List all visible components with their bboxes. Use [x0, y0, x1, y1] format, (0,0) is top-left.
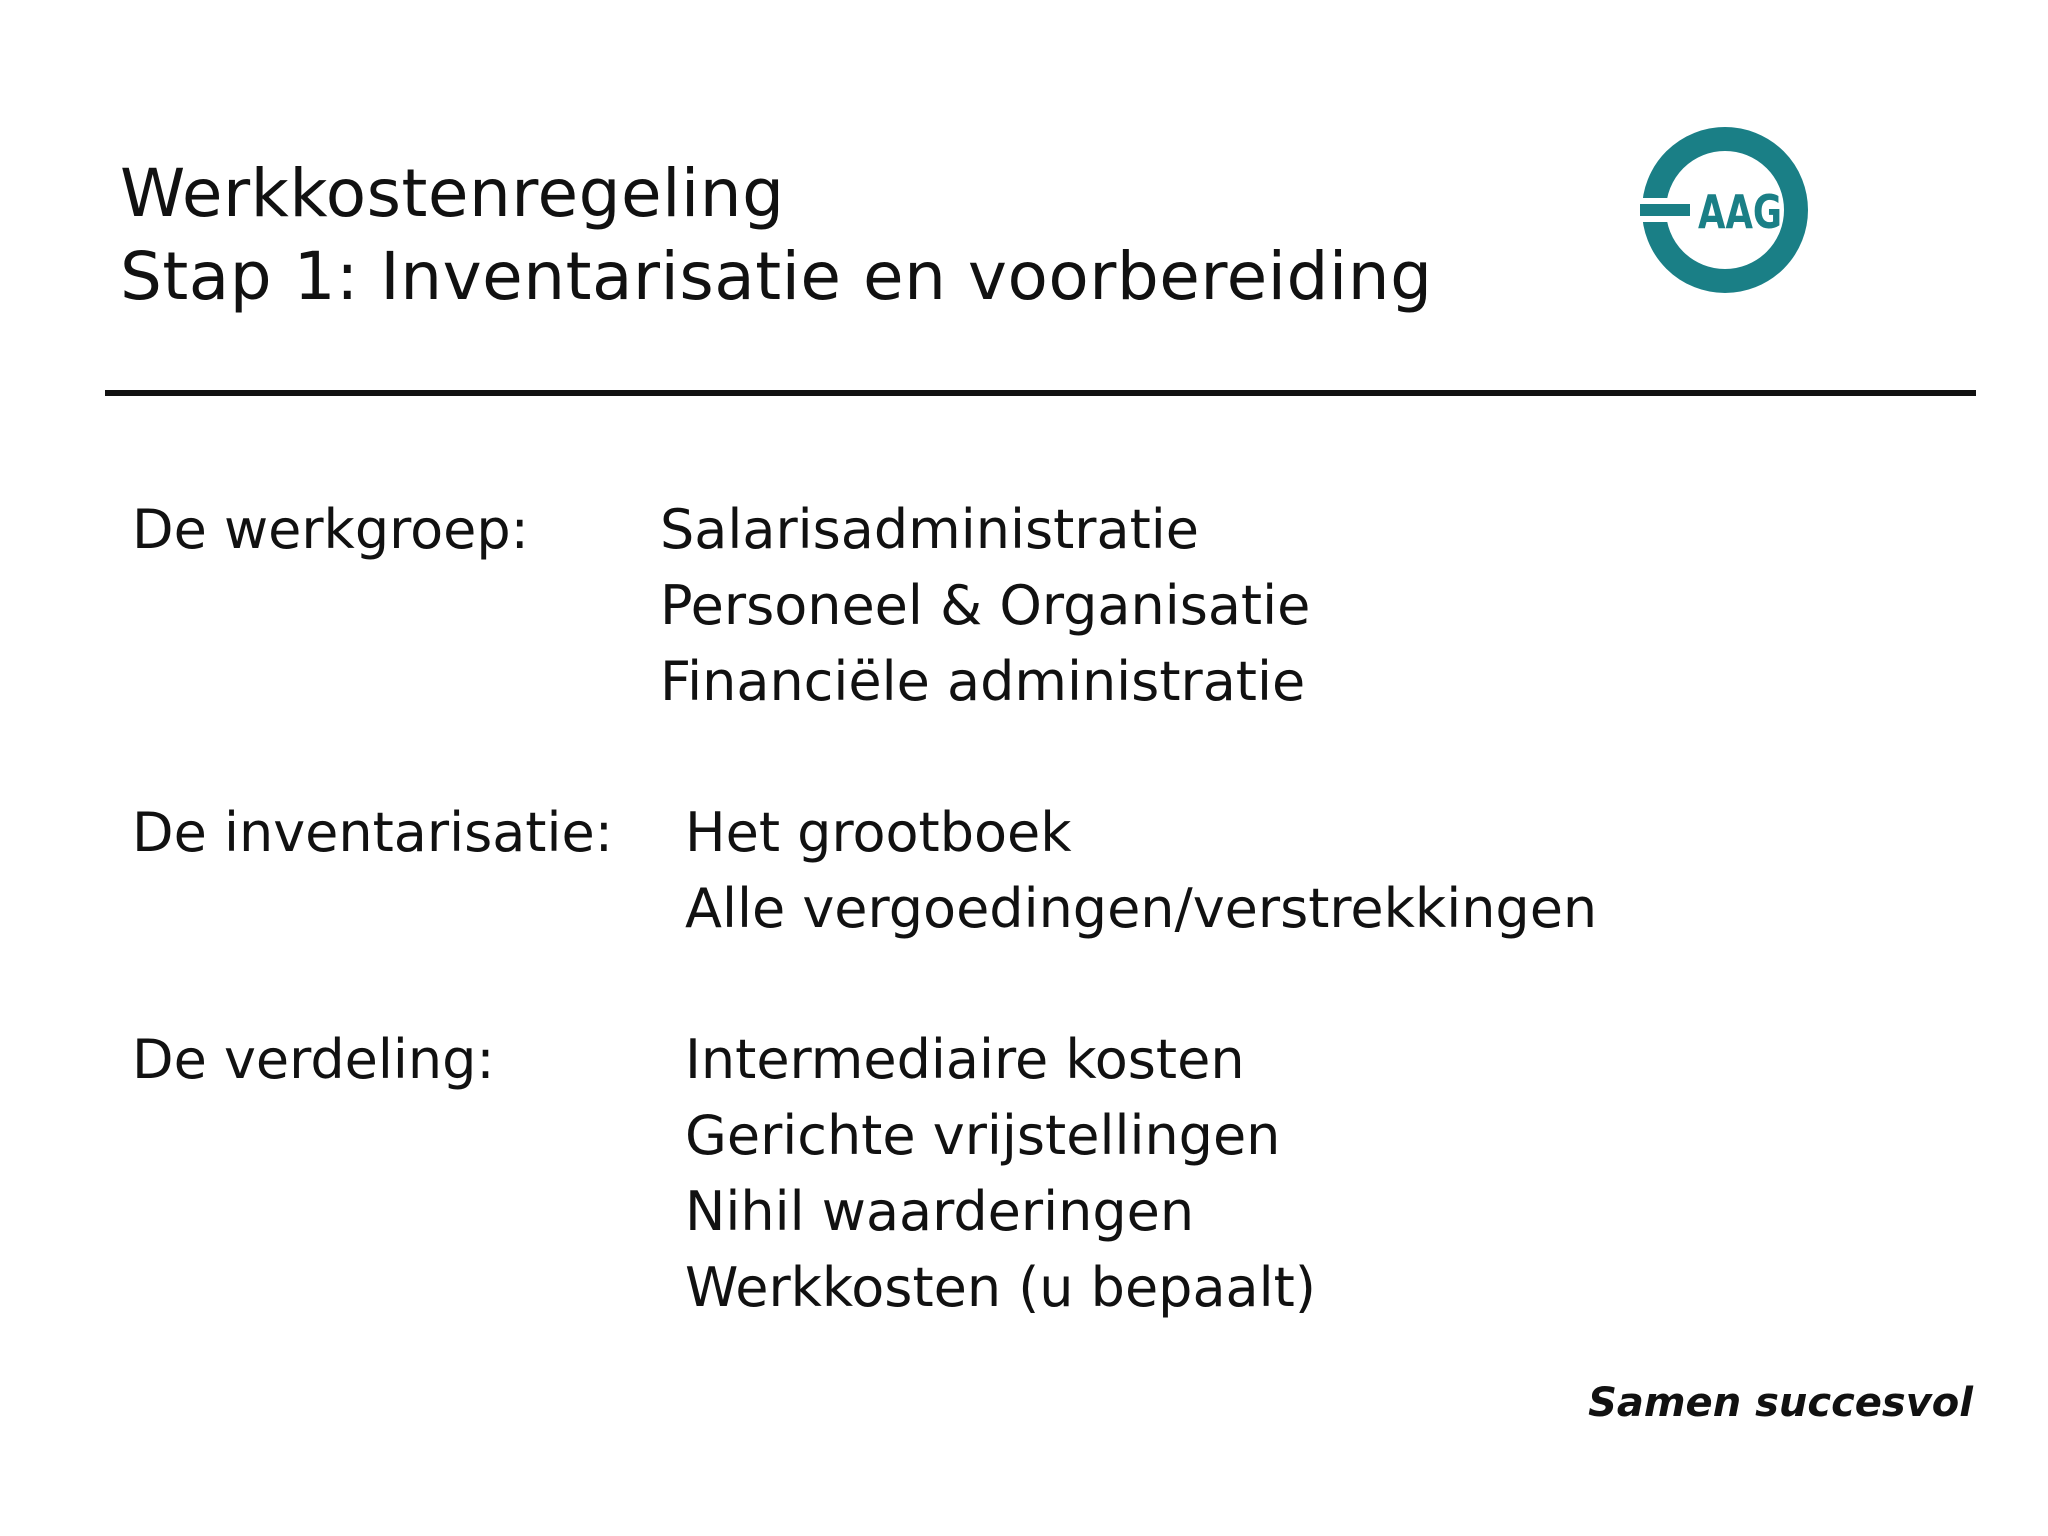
title-line-1: Werkkostenregeling: [120, 155, 785, 232]
aag-logo-icon: [1640, 125, 1810, 295]
slide-title: [120, 152, 1432, 318]
tagline: Samen succesvol: [1588, 1380, 1973, 1426]
title-divider: [105, 390, 1976, 396]
list-item: Personeel & Organisatie: [660, 574, 1311, 637]
section-label: De inventarisatie:: [132, 801, 613, 864]
logo-text: AAG: [1698, 185, 1782, 239]
list-item: Alle vergoedingen/verstrekkingen: [685, 877, 1598, 940]
list-item: Intermediaire kosten: [685, 1028, 1245, 1091]
list-item: Nihil waarderingen: [685, 1180, 1195, 1243]
list-item: Financiële administratie: [660, 650, 1306, 713]
section-items: [660, 492, 1310, 720]
title-line-2: Stap 1: Inventarisatie en voorbereiding: [120, 238, 1433, 315]
list-item: Gerichte vrijstellingen: [685, 1104, 1281, 1167]
section-label: De verdeling:: [132, 1028, 495, 1091]
section-items: [685, 1022, 1316, 1326]
section-items: [685, 795, 1597, 947]
list-item: Het grootboek: [685, 801, 1072, 864]
section-label: De werkgroep:: [132, 498, 529, 561]
list-item: Werkkosten (u bepaalt): [685, 1256, 1316, 1319]
list-item: Salarisadministratie: [660, 498, 1199, 561]
